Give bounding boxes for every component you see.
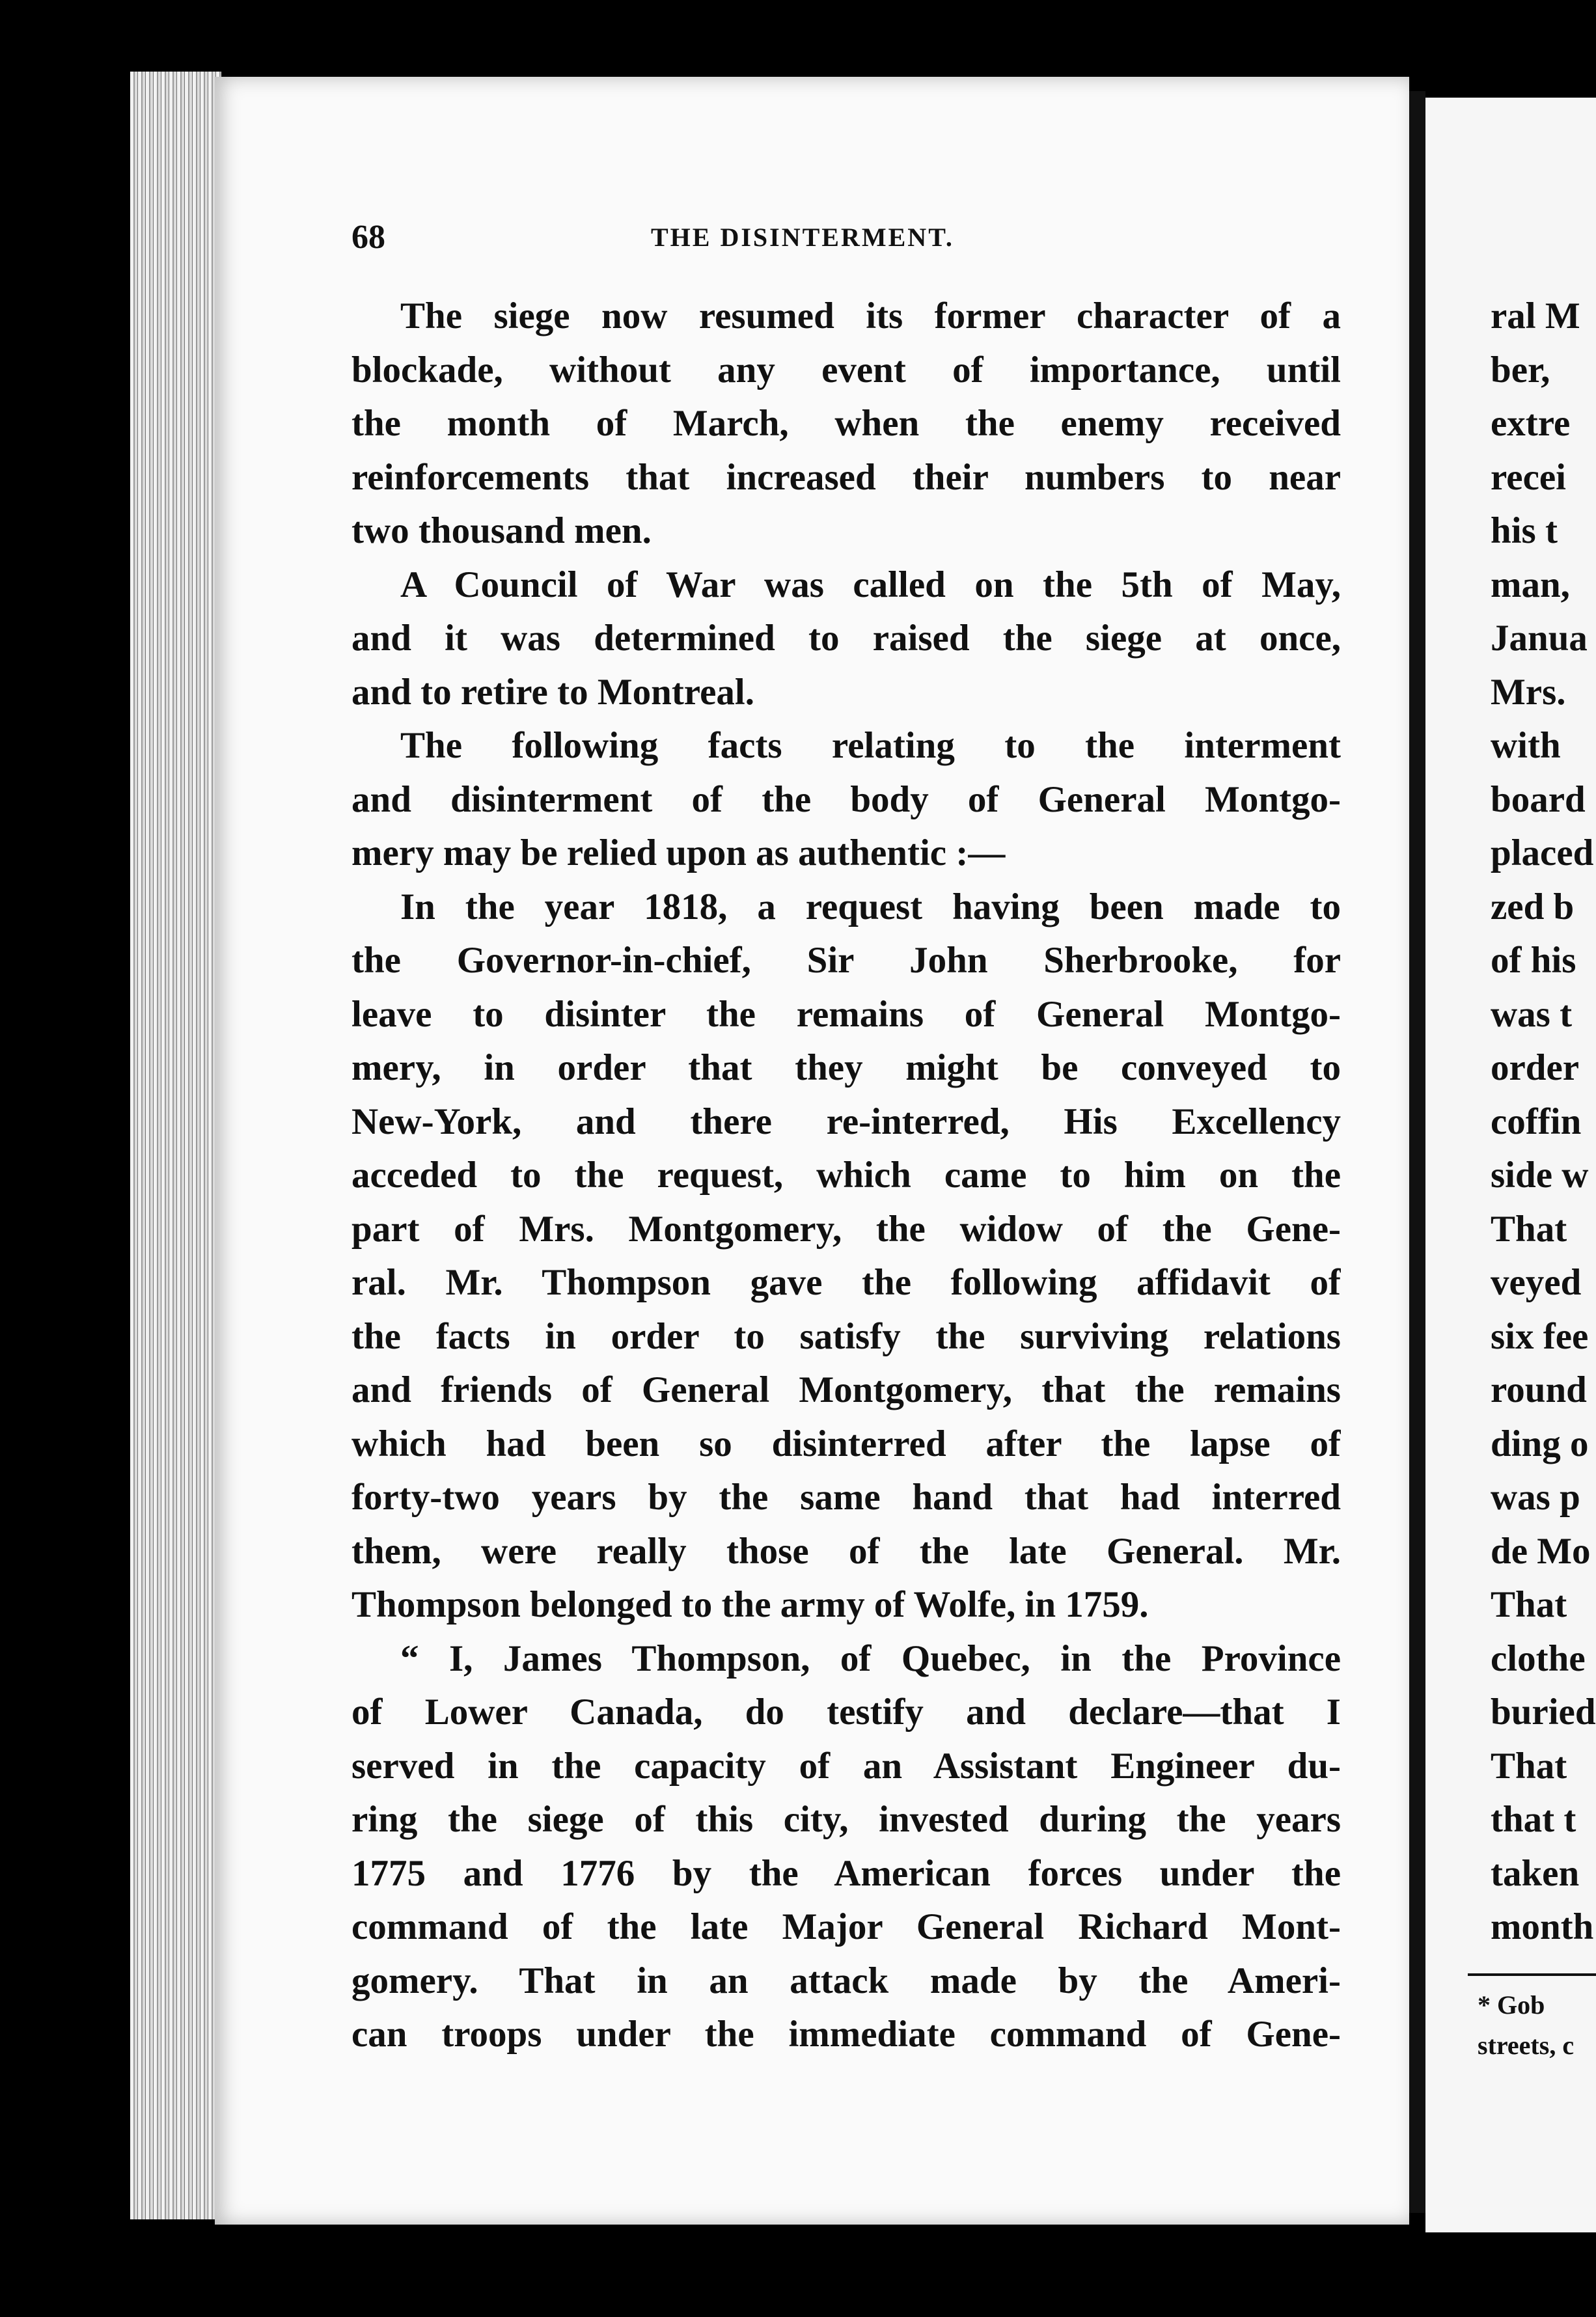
text-line: two thousand men. (351, 510, 652, 551)
right-text-line: was t (1491, 993, 1573, 1035)
right-text-line: That (1491, 1584, 1567, 1625)
right-page-text (1491, 290, 1596, 1954)
text-line: New-York, and there re-interred, His Excellency (351, 1101, 1341, 1142)
right-text-line: month (1491, 1906, 1594, 1947)
text-line: which had been so disinterred after the lapse of (351, 1423, 1341, 1464)
right-text-line: man, (1491, 564, 1570, 605)
right-text-line: clothe (1491, 1638, 1586, 1679)
right-text-line: Mrs. (1491, 671, 1566, 713)
text-line: In the year 1818, a request having been made to (400, 886, 1341, 927)
right-text-line: his t (1491, 510, 1558, 551)
right-text-line: Janua (1491, 618, 1588, 659)
right-text-line: That (1491, 1208, 1567, 1250)
text-line: “ I, James Thompson, of Quebec, in the Province (400, 1638, 1341, 1679)
right-text-line: order (1491, 1047, 1580, 1088)
right-text-line: ber, (1491, 349, 1550, 391)
text-line: gomery. That in an attack made by the Ameri- (351, 1960, 1341, 2001)
text-line: A Council of War was called on the 5th of May, (400, 564, 1341, 605)
text-line: ring the siege of this city, invested during the years (351, 1799, 1341, 1840)
text-line: ral. Mr. Thompson gave the following affidavit of (351, 1262, 1341, 1303)
text-line: can troops under the immediate command of Gene- (351, 2014, 1341, 2055)
footnote-rule (1468, 1973, 1596, 1976)
page-number: 68 (351, 219, 385, 256)
text-line: leave to disinter the remains of General Montgo- (351, 993, 1341, 1035)
right-page-footnote (1478, 1985, 1596, 2066)
text-line: The siege now resumed its former character of a (400, 295, 1341, 336)
text-line: mery, in order that they might be conveyed to (351, 1047, 1341, 1088)
right-text-line: buried (1491, 1692, 1596, 1733)
right-text-line: with (1491, 725, 1561, 766)
text-line: served in the capacity of an Assistant Engineer du- (351, 1745, 1341, 1787)
right-text-line: veyed (1491, 1262, 1582, 1303)
right-text-line: was p (1491, 1477, 1580, 1518)
right-text-line: de Mo (1491, 1530, 1591, 1572)
text-line: part of Mrs. Montgomery, the widow of the Gene- (351, 1208, 1341, 1250)
text-line: The following facts relating to the interment (400, 725, 1341, 766)
book-page-edges (130, 72, 221, 2219)
text-line: Thompson belonged to the army of Wolfe, in 1759. (351, 1584, 1149, 1625)
text-line: mery may be relied upon as authentic :— (351, 832, 1006, 873)
right-text-line: that t (1491, 1799, 1576, 1840)
right-text-line: round (1491, 1369, 1587, 1410)
running-head: THE DISINTERMENT. (651, 223, 954, 252)
right-text-line: ral M (1491, 295, 1580, 336)
text-line: and friends of General Montgomery, that the remains (351, 1369, 1341, 1410)
right-text-line: ding o (1491, 1423, 1589, 1464)
text-line: command of the late Major General Richard Mont- (351, 1906, 1341, 1947)
text-line: them, were really those of the late General. Mr. (351, 1530, 1341, 1572)
text-line: 1775 and 1776 by the American forces under the (351, 1852, 1341, 1894)
right-text-line: placed (1491, 832, 1594, 873)
text-line: and to retire to Montreal. (351, 671, 754, 713)
text-line: blockade, without any event of importance, until (351, 349, 1341, 391)
body-text (351, 290, 1341, 2062)
text-line: the facts in order to satisfy the surviving relations (351, 1315, 1341, 1357)
text-line: acceded to the request, which came to him on the (351, 1155, 1341, 1196)
text-line: of Lower Canada, do testify and declare—that I (351, 1692, 1341, 1733)
right-text-line: That (1491, 1745, 1567, 1787)
text-line: and disinterment of the body of General Montgo- (351, 778, 1341, 820)
footnote-line: * Gob (1478, 1990, 1545, 2020)
text-line: and it was determined to raised the siege at once, (351, 618, 1341, 659)
right-text-line: of his (1491, 940, 1576, 981)
text-line: reinforcements that increased their numbers to near (351, 456, 1341, 498)
right-text-line: coffin (1491, 1101, 1582, 1142)
page-header (351, 218, 1328, 264)
text-line: the month of March, when the enemy received (351, 403, 1341, 444)
book-gutter (1409, 91, 1425, 2213)
footnote-line: streets, c (1478, 2031, 1575, 2060)
text-line: the Governor-in-chief, Sir John Sherbrooke, for (351, 940, 1341, 981)
right-text-line: six fee (1491, 1315, 1589, 1357)
right-text-line: side w (1491, 1155, 1589, 1196)
right-text-line: taken (1491, 1852, 1580, 1894)
right-text-line: extre (1491, 403, 1571, 444)
text-line: forty-two years by the same hand that had interred (351, 1477, 1341, 1518)
right-text-line: board (1491, 778, 1586, 820)
right-text-line: zed b (1491, 886, 1575, 927)
right-text-line: recei (1491, 456, 1567, 498)
